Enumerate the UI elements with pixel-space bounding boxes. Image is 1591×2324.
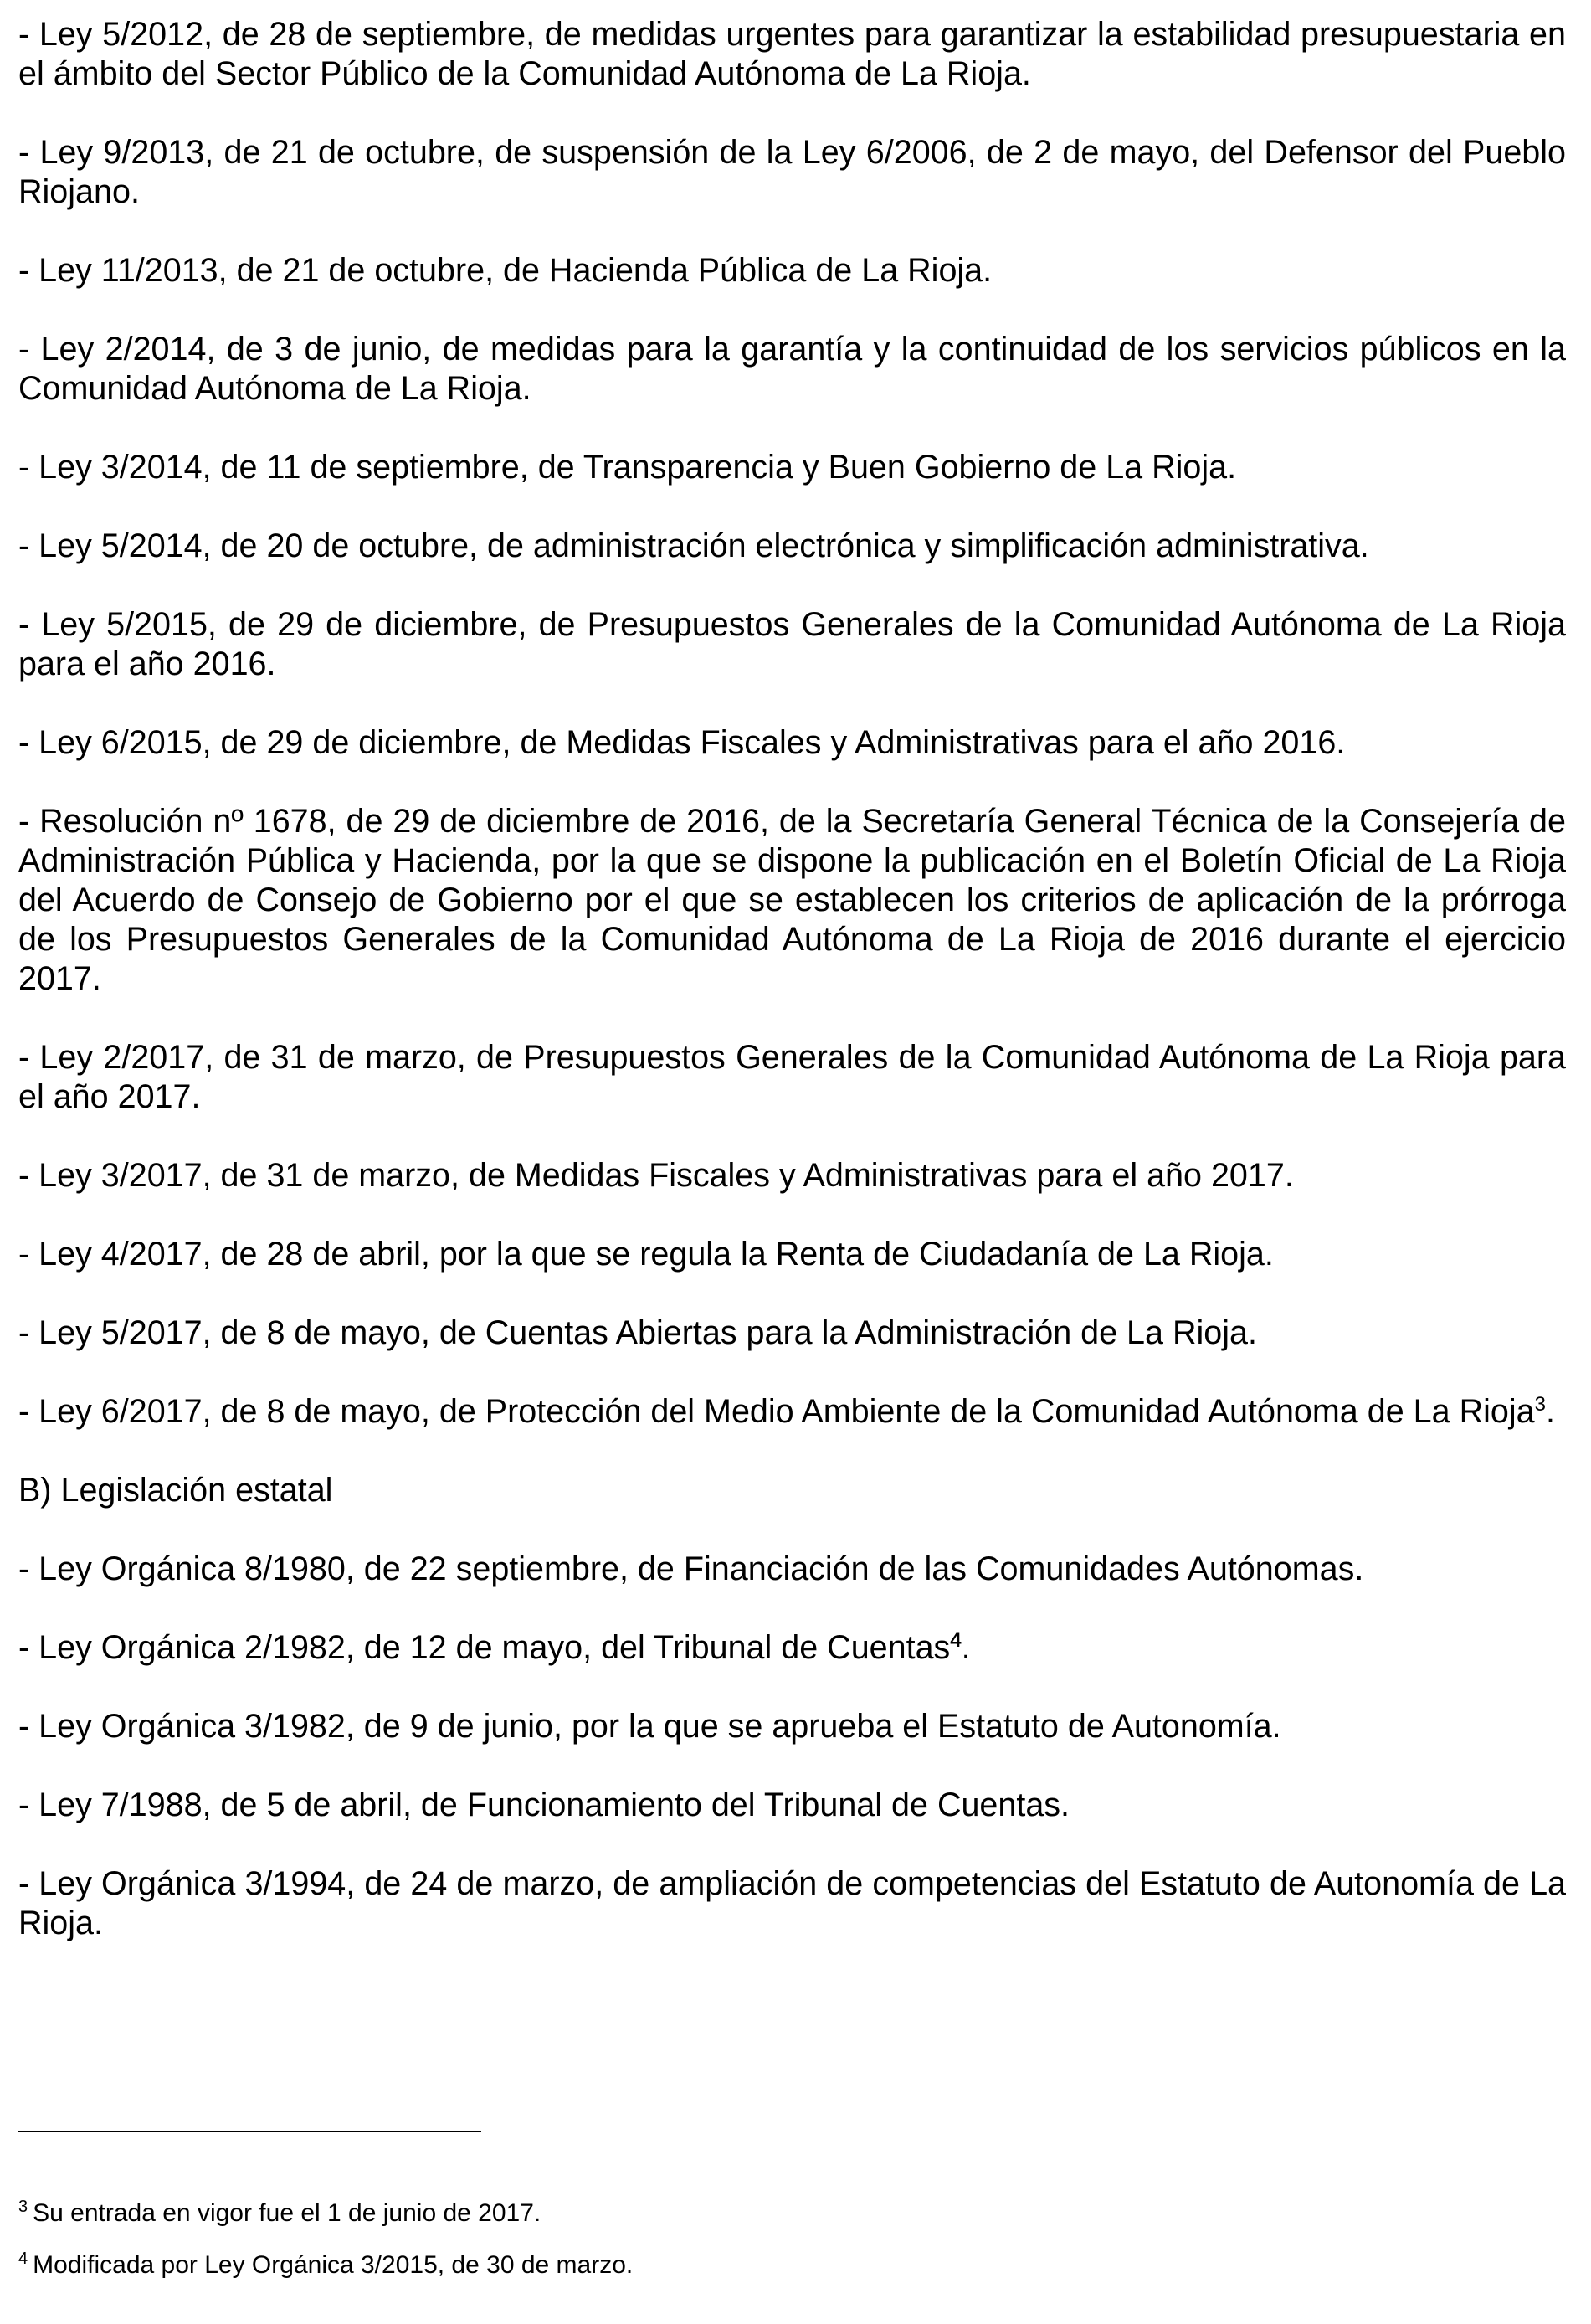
- footnotes: [18, 2197, 1566, 2301]
- legislation-item: - Ley Orgánica 3/1982, de 9 de junio, por la que se aprueba el Estatuto de Autonomía.: [18, 1708, 1281, 1745]
- legislation-item: - Ley 6/2015, de 29 de diciembre, de Medidas Fiscales y Administrativas para el año 2016.: [18, 724, 1346, 761]
- legislation-item: - Ley 9/2013, de 21 de octubre, de suspensión de la Ley 6/2006, de 2 de mayo, del Defensor del Pueblo Riojano.: [18, 134, 1566, 210]
- footnote-reference-link[interactable]: 3: [1534, 1392, 1546, 1416]
- legislation-item: - Resolución nº 1678, de 29 de diciembre de 2016, de la Secretaría General Técnica de la Consejería de Administración Pública y Hacienda, por la que se dispone la publicación en el Boletín Oficial de La Rioja del Acuerdo de Consejo de Gobierno por el que se establecen los criterios de aplicación de la prórroga de los Presupuestos Generales de la Comunidad Autónoma de La Rioja de 2016 durante el ejercicio 2017.: [18, 803, 1566, 997]
- footnote-reference-link[interactable]: 4: [950, 1628, 962, 1652]
- legislation-item: [18, 1628, 1566, 1668]
- legislation-item: - Ley 5/2012, de 28 de septiembre, de medidas urgentes para garantizar la estabilidad presupuestaria en el ámbito del Sector Público de la Comunidad Autónoma de La Rioja.: [18, 16, 1566, 92]
- legislation-item: - Ley 7/1988, de 5 de abril, de Funcionamiento del Tribunal de Cuentas.: [18, 1787, 1070, 1823]
- legislation-item: - Ley 3/2014, de 11 de septiembre, de Transparencia y Buen Gobierno de La Rioja.: [18, 449, 1237, 486]
- legislation-item: - Ley 5/2014, de 20 de octubre, de administración electrónica y simplificación administrativa.: [18, 527, 1369, 564]
- legislation-item: - Ley 2/2014, de 3 de junio, de medidas para la garantía y la continuidad de los servicios públicos en la Comunidad Autónoma de La Rioja.: [18, 331, 1566, 407]
- legislation-item-text: - Ley 6/2017, de 8 de mayo, de Protección del Medio Ambiente de la Comunidad Autónoma de La Rioja: [18, 1393, 1535, 1430]
- footnote-number: 3: [18, 2198, 28, 2216]
- footnote: [18, 2197, 1566, 2230]
- legislation-item: - Ley 4/2017, de 28 de abril, por la que se regula la Renta de Ciudadanía de La Rioja.: [18, 1236, 1274, 1273]
- footnote-text: Modificada por Ley Orgánica 3/2015, de 30 de marzo.: [33, 2251, 634, 2279]
- legislation-item: - Ley Orgánica 8/1980, de 22 septiembre, de Financiación de las Comunidades Autónomas.: [18, 1550, 1364, 1587]
- footnote: [18, 2249, 1566, 2282]
- footnote-number: 4: [18, 2249, 28, 2268]
- footnote-text: Su entrada en vigor fue el 1 de junio de 2017.: [33, 2199, 541, 2227]
- legislation-item-text: - Ley Orgánica 2/1982, de 12 de mayo, del Tribunal de Cuentas: [18, 1629, 951, 1666]
- legislation-item: [18, 1392, 1566, 1432]
- legislation-item: - Ley 5/2015, de 29 de diciembre, de Presupuestos Generales de la Comunidad Autónoma de La Rioja para el año 2016.: [18, 606, 1566, 682]
- legislation-item: - Ley 5/2017, de 8 de mayo, de Cuentas Abiertas para la Administración de La Rioja.: [18, 1314, 1257, 1351]
- footnote-separator: [18, 2131, 481, 2132]
- legislation-item-end: .: [961, 1629, 971, 1666]
- legislation-item: - Ley 3/2017, de 31 de marzo, de Medidas Fiscales y Administrativas para el año 2017.: [18, 1157, 1294, 1194]
- document-body: [18, 15, 1566, 1982]
- legislation-item: - Ley 2/2017, de 31 de marzo, de Presupuestos Generales de la Comunidad Autónoma de La Rioja para el año 2017.: [18, 1039, 1566, 1115]
- legislation-item: - Ley Orgánica 3/1994, de 24 de marzo, de ampliación de competencias del Estatuto de Autonomía de La Rioja.: [18, 1865, 1566, 1941]
- legislation-item: - Ley 11/2013, de 21 de octubre, de Hacienda Pública de La Rioja.: [18, 252, 993, 289]
- legislation-item-end: .: [1545, 1393, 1555, 1430]
- section-heading: B) Legislación estatal: [18, 1472, 333, 1509]
